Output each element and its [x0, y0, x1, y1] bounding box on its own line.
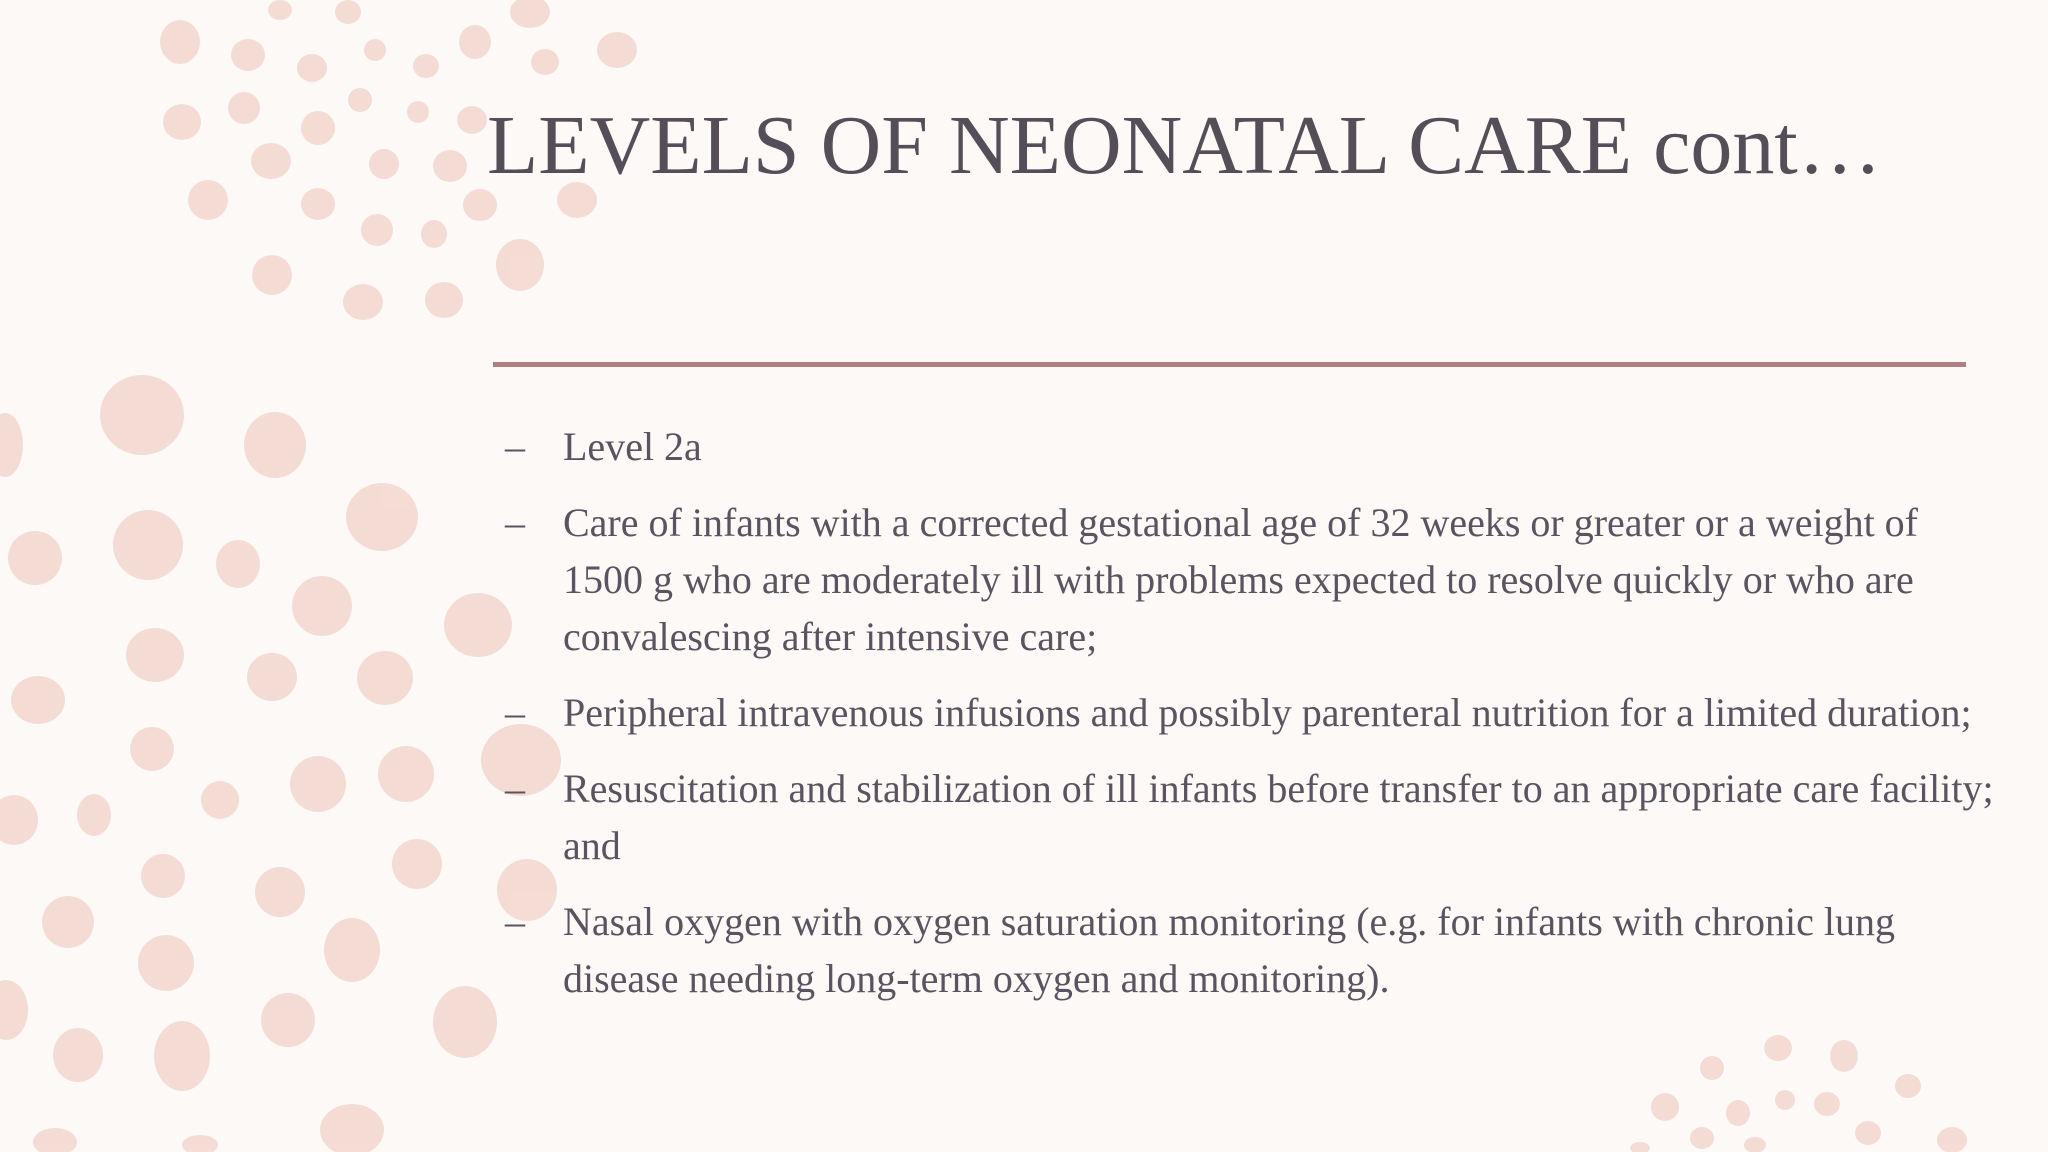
bullet-marker: – [505, 766, 525, 811]
bullet-item-care-of-infants [505, 494, 2005, 665]
bullet-marker: – [505, 424, 525, 469]
title-divider [493, 362, 1966, 367]
bullet-text: Peripheral intravenous infusions and possibly parenteral nutrition for a limited duration; [563, 690, 1972, 735]
bullet-text: Care of infants with a corrected gestational age of 32 weeks or greater or a weight of 1500 g who are moderately ill with problems expected to resolve quickly or who are convalescing after intensive care; [563, 500, 1918, 659]
bullet-item-level-2a [505, 418, 2005, 475]
bullet-marker: – [505, 690, 525, 735]
bullet-list [505, 418, 2005, 1026]
slide-title: LEVELS OF NEONATAL CARE cont… [487, 99, 1882, 192]
bullet-item-resuscitation [505, 760, 2005, 874]
bullet-item-nasal-oxygen [505, 893, 2005, 1007]
bullet-marker: – [505, 899, 525, 944]
bullet-text: Level 2a [563, 424, 702, 469]
bullet-item-peripheral-infusions [505, 684, 2005, 741]
bullet-text: Resuscitation and stabilization of ill infants before transfer to an appropriate care facility; and [563, 766, 1994, 868]
bullet-marker: – [505, 500, 525, 545]
bullet-text: Nasal oxygen with oxygen saturation monitoring (e.g. for infants with chronic lung disease needing long-term oxygen and monitoring). [563, 899, 1895, 1001]
